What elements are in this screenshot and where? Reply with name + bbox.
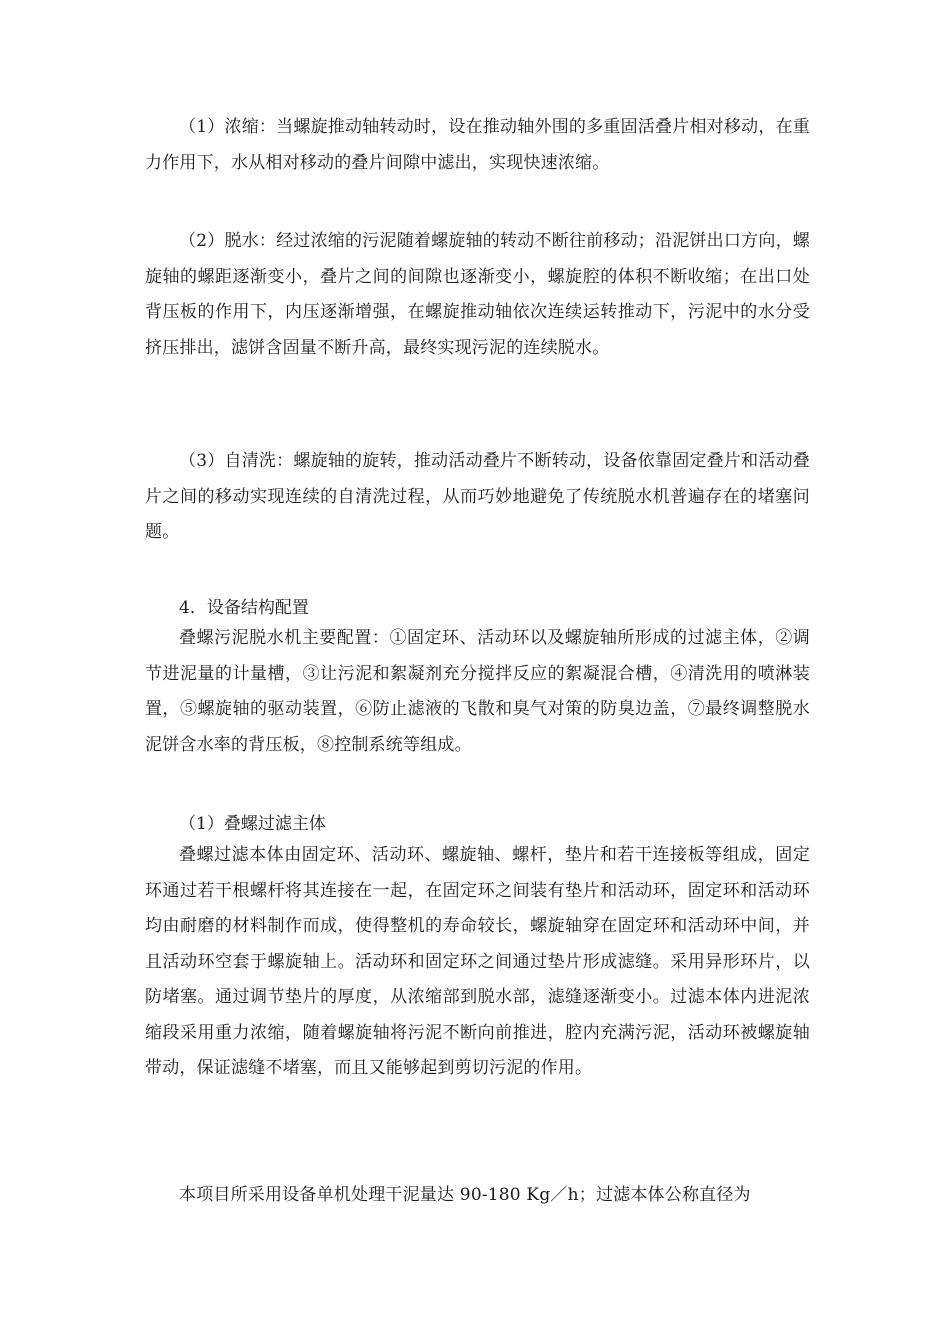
paragraph-self-cleaning: （3）自清洗：螺旋轴的旋转，推动活动叠片不断转动，设备依靠固定叠片和活动叠片之间的移动实现连续的自清洗过程，从而巧妙地避免了传统脱水机普遍存在的堵塞问题。	[145, 451, 810, 542]
section-heading-structure: 4．设备结构配置	[179, 598, 309, 618]
paragraph-capacity: 本项目所采用设备单机处理干泥量达 90-180 Kg／h；过滤本体公称直径为	[179, 1185, 751, 1205]
paragraph-thickening: （1）浓缩：当螺旋推动轴转动时，设在推动轴外围的多重固活叠片相对移动，在重力作用下，水从相对移动的叠片间隙中滤出，实现快速浓缩。	[145, 117, 810, 173]
subsection-heading-filter-body: （1）叠螺过滤主体	[179, 814, 326, 834]
paragraph-structure-config: 叠螺污泥脱水机主要配置：①固定环、活动环以及螺旋轴所形成的过滤主体，②调节进泥量的计量槽，③让污泥和絮凝剂充分搅拌反应的絮凝混合槽，④清洗用的喷淋装置，⑤螺旋轴的驱动装置，⑥防止滤液的飞散和臭气对策的防臭边盖，⑦最终调整脱水泥饼含水率的背压板，⑧控制系统等组成。	[145, 628, 810, 755]
paragraph-dewatering: （2）脱水：经过浓缩的污泥随着螺旋轴的转动不断往前移动；沿泥饼出口方向，螺旋轴的螺距逐渐变小，叠片之间的间隙也逐渐变小，螺旋腔的体积不断收缩；在出口处背压板的作用下，内压逐渐增强，在螺旋推动轴依次连续运转推动下，污泥中的水分受挤压排出，滤饼含固量不断升高，最终实现污泥的连续脱水。	[145, 231, 810, 358]
paragraph-filter-body: 叠螺过滤本体由固定环、活动环、螺旋轴、螺杆，垫片和若干连接板等组成，固定环通过若干根螺杆将其连接在一起，在固定环之间装有垫片和活动环，固定环和活动环均由耐磨的材料制作而成，使得整机的寿命较长，螺旋轴穿在固定环和活动环中间，并且活动环空套于螺旋轴上。活动环和固定环之间通过垫片形成滤缝。采用异形环片，以防堵塞。通过调节垫片的厚度，从浓缩部到脱水部，滤缝逐渐变小。过滤本体内进泥浓缩段采用重力浓缩，随着螺旋轴将污泥不断向前推进，腔内充满污泥，活动环被螺旋轴带动，保证滤缝不堵塞，而且又能够起到剪切污泥的作用。	[145, 845, 810, 1078]
